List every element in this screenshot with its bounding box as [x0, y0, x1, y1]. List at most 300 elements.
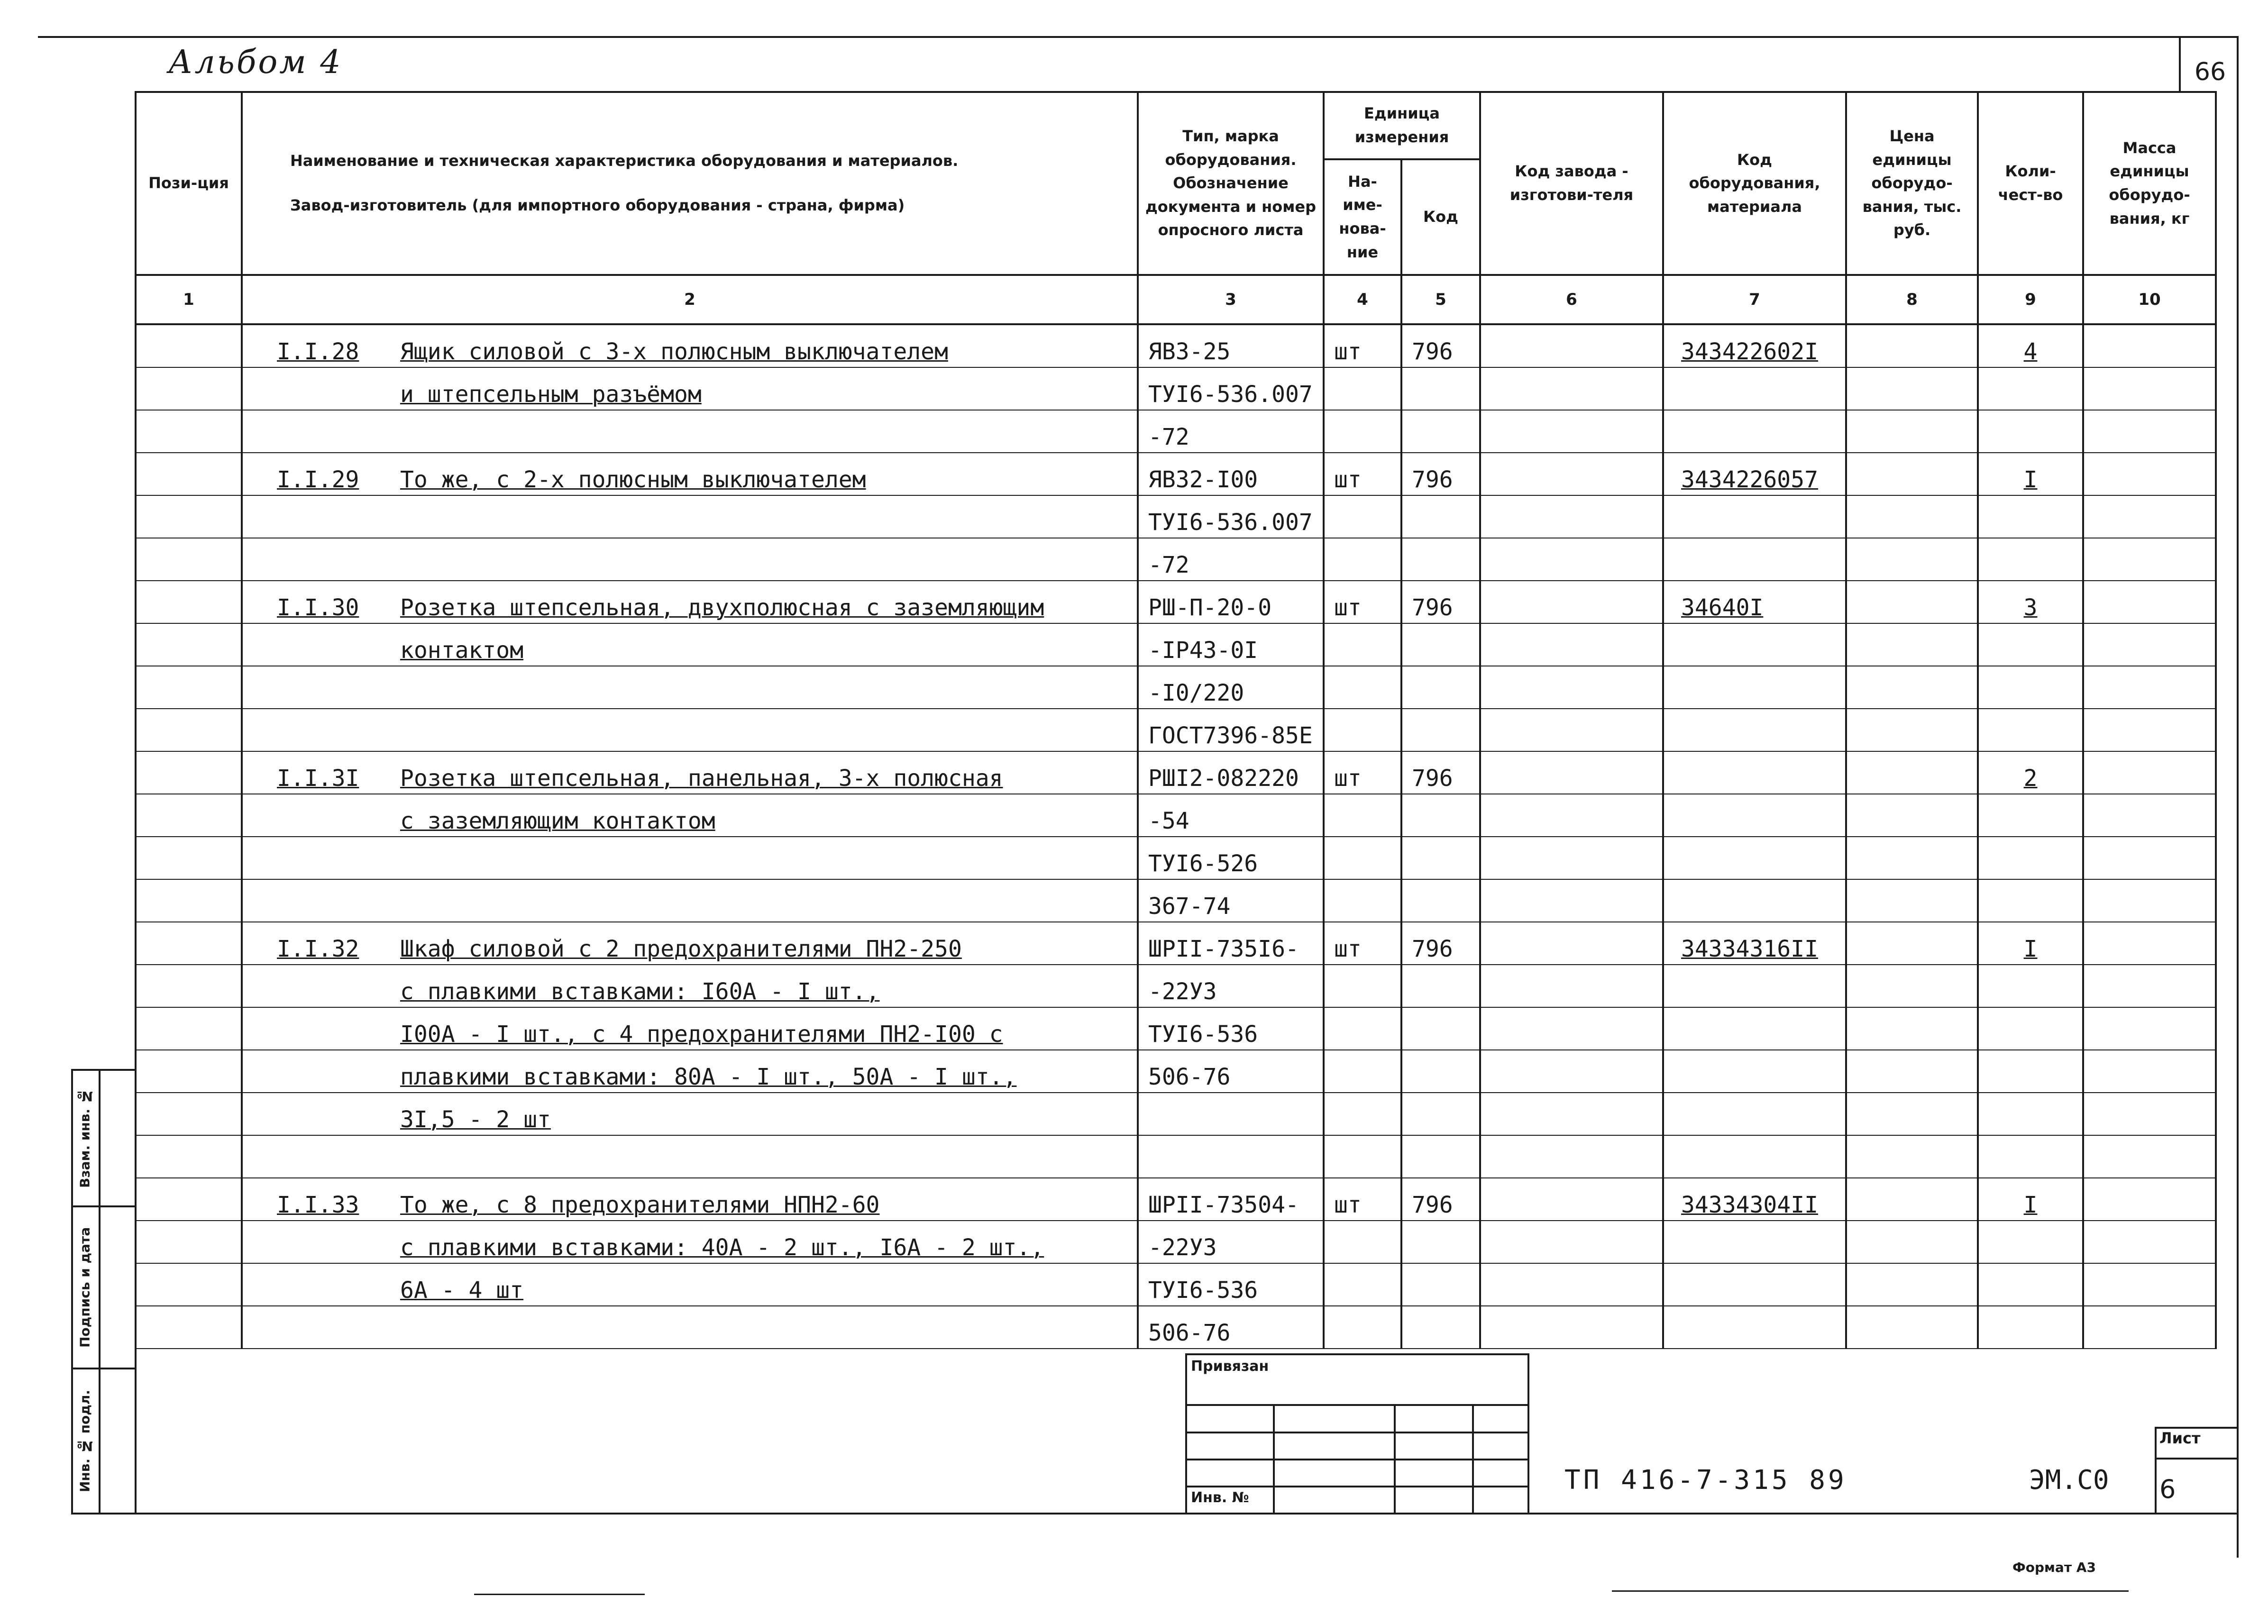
- material-code-text: 34334304II: [1681, 1192, 1818, 1218]
- table-row: [136, 1263, 2216, 1306]
- header-mass: Масса единицы оборудо-вания, кг: [2083, 92, 2216, 275]
- mass-cell: [2083, 1263, 2216, 1306]
- factory-code-cell: [1480, 1221, 1663, 1263]
- quantity-text: I: [2023, 1192, 2038, 1218]
- material-code-cell: [1663, 879, 1846, 922]
- type-cell: [1138, 666, 1324, 709]
- unit-code-cell: [1401, 581, 1480, 623]
- type-text: -22УЗ: [1148, 978, 1217, 1005]
- mass-cell: [2083, 1306, 2216, 1349]
- column-number: 8: [1846, 275, 1978, 324]
- mass-cell: [2083, 453, 2216, 495]
- mass-cell: [2083, 324, 2216, 367]
- unit-code-cell: [1401, 837, 1480, 879]
- table-left-line-lower: [135, 1337, 137, 1515]
- mass-cell: [2083, 495, 2216, 538]
- material-code-cell: [1663, 495, 1846, 538]
- column-number: 5: [1401, 275, 1480, 324]
- unit-code-text: 796: [1412, 594, 1453, 621]
- unit-code-cell: [1401, 709, 1480, 751]
- name-cell: [242, 1178, 1138, 1221]
- unit-code-text: 796: [1412, 936, 1453, 962]
- header-quantity: Коли-чест-во: [1978, 92, 2083, 275]
- price-cell: [1846, 837, 1978, 879]
- unit-code-cell: [1401, 666, 1480, 709]
- album-title: Альбом 4: [168, 44, 343, 81]
- type-text: ТУI6-536.007: [1148, 381, 1313, 408]
- factory-code-cell: [1480, 965, 1663, 1007]
- column-number: 4: [1324, 275, 1401, 324]
- quantity-cell: [1978, 1178, 2083, 1221]
- bound-label: Привязан: [1191, 1358, 1269, 1375]
- table-row: [136, 965, 2216, 1007]
- position-cell: [136, 1263, 242, 1306]
- column-number: 7: [1663, 275, 1846, 324]
- table-row: [136, 794, 2216, 837]
- material-code-cell: [1663, 410, 1846, 453]
- type-cell: [1138, 709, 1324, 751]
- position-cell: [136, 1093, 242, 1135]
- type-cell: [1138, 410, 1324, 453]
- factory-code-cell: [1480, 1263, 1663, 1306]
- unit-code-text: 796: [1412, 765, 1453, 792]
- header-name: [242, 92, 1138, 275]
- factory-code-cell: [1480, 1135, 1663, 1178]
- name-text: То же, с 2-х полюсным выключателем: [400, 466, 866, 493]
- unit-code-cell: [1401, 965, 1480, 1007]
- name-text: 3I,5 - 2 шт: [400, 1106, 551, 1133]
- material-code-cell: [1663, 1050, 1846, 1093]
- name-text: плавкими вставками: 80А - I шт., 50А - I шт.,: [400, 1064, 1017, 1090]
- unit-cell: [1324, 581, 1401, 623]
- table-row: [136, 623, 2216, 666]
- name-text: Ящик силовой с 3-х полюсным выключателем: [400, 338, 948, 365]
- name-text: I00А - I шт., с 4 предохранителями ПН2-I00 с: [400, 1021, 1003, 1048]
- mass-cell: [2083, 581, 2216, 623]
- material-code-cell: [1663, 324, 1846, 367]
- column-number: 10: [2083, 275, 2216, 324]
- type-cell: [1138, 1007, 1324, 1050]
- table-row: [136, 1093, 2216, 1135]
- table-row: [136, 1135, 2216, 1178]
- mass-cell: [2083, 1007, 2216, 1050]
- unit-text: шт: [1334, 1192, 1362, 1218]
- quantity-text: 3: [2023, 594, 2038, 621]
- position-cell: [136, 367, 242, 410]
- type-text: -72: [1148, 552, 1189, 578]
- unit-cell: [1324, 367, 1401, 410]
- unit-cell: [1324, 495, 1401, 538]
- quantity-cell: [1978, 495, 2083, 538]
- unit-code-cell: [1401, 367, 1480, 410]
- type-text: -I0/220: [1148, 680, 1244, 706]
- material-code-cell: [1663, 1221, 1846, 1263]
- header-material-code: Код оборудования, материала: [1663, 92, 1846, 275]
- unit-cell: [1324, 453, 1401, 495]
- quantity-cell: [1978, 965, 2083, 1007]
- position-cell: [136, 1306, 242, 1349]
- type-text: ТУI6-536: [1148, 1277, 1258, 1304]
- table-row: [136, 367, 2216, 410]
- table-row: [136, 581, 2216, 623]
- mass-cell: [2083, 1093, 2216, 1135]
- type-text: 506-76: [1148, 1064, 1231, 1090]
- material-code-cell: [1663, 751, 1846, 794]
- type-text: ЯВЗ-25: [1148, 338, 1231, 365]
- material-code-cell: [1663, 1093, 1846, 1135]
- unit-code-cell: [1401, 1263, 1480, 1306]
- price-cell: [1846, 324, 1978, 367]
- unit-cell: [1324, 1306, 1401, 1349]
- table-row: [136, 538, 2216, 581]
- table-row: [136, 1306, 2216, 1349]
- position-text: I.I.33: [277, 1192, 359, 1218]
- name-text: контактом: [400, 637, 524, 664]
- name-cell: [242, 367, 1138, 410]
- position-cell: [136, 1135, 242, 1178]
- unit-code-cell: [1401, 495, 1480, 538]
- price-cell: [1846, 1050, 1978, 1093]
- unit-cell: [1324, 666, 1401, 709]
- unit-code-text: 796: [1412, 1192, 1453, 1218]
- unit-text: шт: [1334, 338, 1362, 365]
- factory-code-cell: [1480, 1306, 1663, 1349]
- type-text: 506-76: [1148, 1320, 1231, 1346]
- material-code-cell: [1663, 1306, 1846, 1349]
- table-body: [136, 324, 2216, 1349]
- unit-cell: [1324, 410, 1401, 453]
- material-code-cell: [1663, 1263, 1846, 1306]
- unit-code-cell: [1401, 751, 1480, 794]
- unit-cell: [1324, 324, 1401, 367]
- price-cell: [1846, 922, 1978, 965]
- column-number: 1: [136, 275, 242, 324]
- factory-code-cell: [1480, 581, 1663, 623]
- price-cell: [1846, 581, 1978, 623]
- type-cell: [1138, 581, 1324, 623]
- type-cell: [1138, 879, 1324, 922]
- header-unit-code: Код: [1401, 159, 1480, 275]
- unit-code-cell: [1401, 794, 1480, 837]
- quantity-cell: [1978, 794, 2083, 837]
- mass-cell: [2083, 1221, 2216, 1263]
- strip-replacement-inventory: Взам. инв. №: [77, 1088, 93, 1188]
- mass-cell: [2083, 367, 2216, 410]
- mass-cell: [2083, 1135, 2216, 1178]
- material-code-cell: [1663, 367, 1846, 410]
- quantity-cell: [1978, 453, 2083, 495]
- unit-code-cell: [1401, 1135, 1480, 1178]
- factory-code-cell: [1480, 367, 1663, 410]
- column-number: 9: [1978, 275, 2083, 324]
- header-unit-name: На-име-нова-ние: [1324, 159, 1401, 275]
- price-cell: [1846, 1178, 1978, 1221]
- top-frame-line: [38, 36, 2238, 38]
- position-cell: [136, 324, 242, 367]
- header-factory-code: Код завода - изготови-теля: [1480, 92, 1663, 275]
- unit-text: шт: [1334, 466, 1362, 493]
- unit-code-cell: [1401, 453, 1480, 495]
- unit-cell: [1324, 1178, 1401, 1221]
- name-cell: [242, 623, 1138, 666]
- quantity-cell: [1978, 751, 2083, 794]
- material-code-cell: [1663, 538, 1846, 581]
- quantity-cell: [1978, 922, 2083, 965]
- position-text: I.I.28: [277, 338, 359, 365]
- price-cell: [1846, 1007, 1978, 1050]
- unit-cell: [1324, 879, 1401, 922]
- factory-code-cell: [1480, 709, 1663, 751]
- name-cell: [242, 410, 1138, 453]
- mass-cell: [2083, 965, 2216, 1007]
- table-row: [136, 1007, 2216, 1050]
- column-number-row: [136, 275, 2216, 324]
- name-cell: [242, 709, 1138, 751]
- factory-code-cell: [1480, 1093, 1663, 1135]
- table-row: [136, 922, 2216, 965]
- unit-code-cell: [1401, 922, 1480, 965]
- name-cell: [242, 1050, 1138, 1093]
- sheet-label: Лист: [2159, 1429, 2201, 1447]
- position-cell: [136, 1178, 242, 1221]
- material-code-cell: [1663, 1007, 1846, 1050]
- mass-cell: [2083, 538, 2216, 581]
- mass-cell: [2083, 751, 2216, 794]
- factory-code-cell: [1480, 1050, 1663, 1093]
- mass-cell: [2083, 623, 2216, 666]
- material-code-text: 34640I: [1681, 594, 1764, 621]
- mass-cell: [2083, 794, 2216, 837]
- price-cell: [1846, 495, 1978, 538]
- type-text: ГОСТ7396-85Е: [1148, 722, 1313, 749]
- factory-code-cell: [1480, 623, 1663, 666]
- price-cell: [1846, 1306, 1978, 1349]
- material-code-cell: [1663, 709, 1846, 751]
- factory-code-cell: [1480, 410, 1663, 453]
- type-cell: [1138, 1093, 1324, 1135]
- material-code-cell: [1663, 1135, 1846, 1178]
- unit-cell: [1324, 1050, 1401, 1093]
- material-code-cell: [1663, 581, 1846, 623]
- price-cell: [1846, 367, 1978, 410]
- type-text: ШРII-73504-: [1148, 1192, 1299, 1218]
- position-cell: [136, 709, 242, 751]
- type-cell: [1138, 965, 1324, 1007]
- position-cell: [136, 922, 242, 965]
- name-text: Розетка штепсельная, двухполюсная с заземляющим: [400, 594, 1044, 621]
- page-number: 66: [2194, 58, 2226, 86]
- type-cell: [1138, 495, 1324, 538]
- name-cell: [242, 1007, 1138, 1050]
- unit-cell: [1324, 623, 1401, 666]
- quantity-cell: [1978, 581, 2083, 623]
- unit-cell: [1324, 794, 1401, 837]
- table-row: [136, 837, 2216, 879]
- factory-code-cell: [1480, 794, 1663, 837]
- header-price: Цена единицы оборудо-вания, тыс. руб.: [1846, 92, 1978, 275]
- position-cell: [136, 581, 242, 623]
- unit-cell: [1324, 1135, 1401, 1178]
- unit-code-cell: [1401, 623, 1480, 666]
- mass-cell: [2083, 1050, 2216, 1093]
- position-cell: [136, 879, 242, 922]
- unit-code-cell: [1401, 538, 1480, 581]
- unit-cell: [1324, 538, 1401, 581]
- name-text: Розетка штепсельная, панельная, 3-х полюсная: [400, 765, 1003, 792]
- position-cell: [136, 666, 242, 709]
- name-cell: [242, 666, 1138, 709]
- side-strip: [71, 1069, 135, 1515]
- table-row: [136, 1178, 2216, 1221]
- type-text: ТУI6-526: [1148, 850, 1258, 877]
- unit-cell: [1324, 837, 1401, 879]
- name-text: с заземляющим контактом: [400, 808, 715, 834]
- type-text: ЯВЗ2-I00: [1148, 466, 1258, 493]
- price-cell: [1846, 751, 1978, 794]
- factory-code-cell: [1480, 1178, 1663, 1221]
- factory-code-cell: [1480, 495, 1663, 538]
- type-cell: [1138, 922, 1324, 965]
- unit-text: шт: [1334, 936, 1362, 962]
- quantity-cell: [1978, 666, 2083, 709]
- position-cell: [136, 751, 242, 794]
- position-cell: [136, 837, 242, 879]
- unit-text: шт: [1334, 594, 1362, 621]
- strip-original-inventory: Инв. № подл.: [77, 1390, 93, 1492]
- unit-cell: [1324, 922, 1401, 965]
- position-cell: [136, 538, 242, 581]
- factory-code-cell: [1480, 538, 1663, 581]
- header-name-line2: Завод-изготовитель (для импортного оборудования - страна, фирма): [290, 196, 905, 214]
- position-cell: [136, 1221, 242, 1263]
- position-text: I.I.3I: [277, 765, 359, 792]
- name-cell: [242, 837, 1138, 879]
- material-code-text: 3434226057: [1681, 466, 1818, 493]
- price-cell: [1846, 623, 1978, 666]
- quantity-cell: [1978, 1007, 2083, 1050]
- unit-code-cell: [1401, 1093, 1480, 1135]
- name-cell: [242, 751, 1138, 794]
- type-cell: [1138, 794, 1324, 837]
- position-text: I.I.29: [277, 466, 359, 493]
- unit-cell: [1324, 1093, 1401, 1135]
- material-code-text: 34334316II: [1681, 936, 1818, 962]
- quantity-text: 2: [2023, 765, 2038, 792]
- name-text: То же, с 8 предохранителями НПН2-60: [400, 1192, 880, 1218]
- type-text: -72: [1148, 424, 1189, 450]
- quantity-cell: [1978, 324, 2083, 367]
- factory-code-cell: [1480, 879, 1663, 922]
- unit-cell: [1324, 1007, 1401, 1050]
- table-row: [136, 879, 2216, 922]
- header-type: Тип, марка оборудования. Обозначение документа и номер опросного листа: [1138, 92, 1324, 275]
- mass-cell: [2083, 922, 2216, 965]
- material-code-cell: [1663, 1178, 1846, 1221]
- type-cell: [1138, 1221, 1324, 1263]
- quantity-cell: [1978, 1135, 2083, 1178]
- equipment-table: [135, 91, 2217, 1349]
- position-text: I.I.30: [277, 594, 359, 621]
- type-cell: [1138, 1178, 1324, 1221]
- position-cell: [136, 495, 242, 538]
- name-cell: [242, 922, 1138, 965]
- inventory-number-label: Инв. №: [1191, 1489, 1249, 1506]
- quantity-text: I: [2023, 936, 2038, 962]
- price-cell: [1846, 1263, 1978, 1306]
- name-text: Шкаф силовой с 2 предохранителями ПН2-250: [400, 936, 962, 962]
- unit-code-text: 796: [1412, 466, 1453, 493]
- material-code-cell: [1663, 794, 1846, 837]
- position-cell: [136, 965, 242, 1007]
- unit-cell: [1324, 1263, 1401, 1306]
- factory-code-cell: [1480, 837, 1663, 879]
- price-cell: [1846, 666, 1978, 709]
- material-code-cell: [1663, 965, 1846, 1007]
- mass-cell: [2083, 837, 2216, 879]
- unit-cell: [1324, 709, 1401, 751]
- quantity-cell: [1978, 1263, 2083, 1306]
- price-cell: [1846, 965, 1978, 1007]
- mass-cell: [2083, 1178, 2216, 1221]
- unit-cell: [1324, 1221, 1401, 1263]
- name-cell: [242, 879, 1138, 922]
- price-cell: [1846, 410, 1978, 453]
- table-row: [136, 324, 2216, 367]
- type-cell: [1138, 1135, 1324, 1178]
- position-cell: [136, 1007, 242, 1050]
- table-row: [136, 666, 2216, 709]
- type-cell: [1138, 837, 1324, 879]
- price-cell: [1846, 709, 1978, 751]
- quantity-cell: [1978, 1221, 2083, 1263]
- position-cell: [136, 1050, 242, 1093]
- type-text: -22УЗ: [1148, 1234, 1217, 1261]
- table-row: [136, 751, 2216, 794]
- header-name-line1: Наименование и техническая характеристика оборудования и материалов.: [290, 152, 959, 170]
- name-cell: [242, 1306, 1138, 1349]
- mass-cell: [2083, 709, 2216, 751]
- type-text: 367-74: [1148, 893, 1231, 920]
- type-cell: [1138, 453, 1324, 495]
- table-row: [136, 453, 2216, 495]
- name-text: 6А - 4 шт: [400, 1277, 524, 1304]
- factory-code-cell: [1480, 666, 1663, 709]
- quantity-cell: [1978, 1050, 2083, 1093]
- unit-cell: [1324, 751, 1401, 794]
- type-text: РШI2-082220: [1148, 765, 1299, 792]
- quantity-cell: [1978, 879, 2083, 922]
- name-cell: [242, 1221, 1138, 1263]
- type-cell: [1138, 538, 1324, 581]
- factory-code-cell: [1480, 453, 1663, 495]
- price-cell: [1846, 538, 1978, 581]
- price-cell: [1846, 453, 1978, 495]
- cut-mark: [474, 1594, 645, 1595]
- price-cell: [1846, 794, 1978, 837]
- factory-code-cell: [1480, 324, 1663, 367]
- column-number: 2: [242, 275, 1138, 324]
- type-cell: [1138, 1306, 1324, 1349]
- column-number: 3: [1138, 275, 1324, 324]
- quantity-cell: [1978, 367, 2083, 410]
- factory-code-cell: [1480, 922, 1663, 965]
- quantity-cell: [1978, 623, 2083, 666]
- material-code-cell: [1663, 453, 1846, 495]
- name-cell: [242, 495, 1138, 538]
- unit-text: шт: [1334, 765, 1362, 792]
- quantity-cell: [1978, 709, 2083, 751]
- material-code-cell: [1663, 623, 1846, 666]
